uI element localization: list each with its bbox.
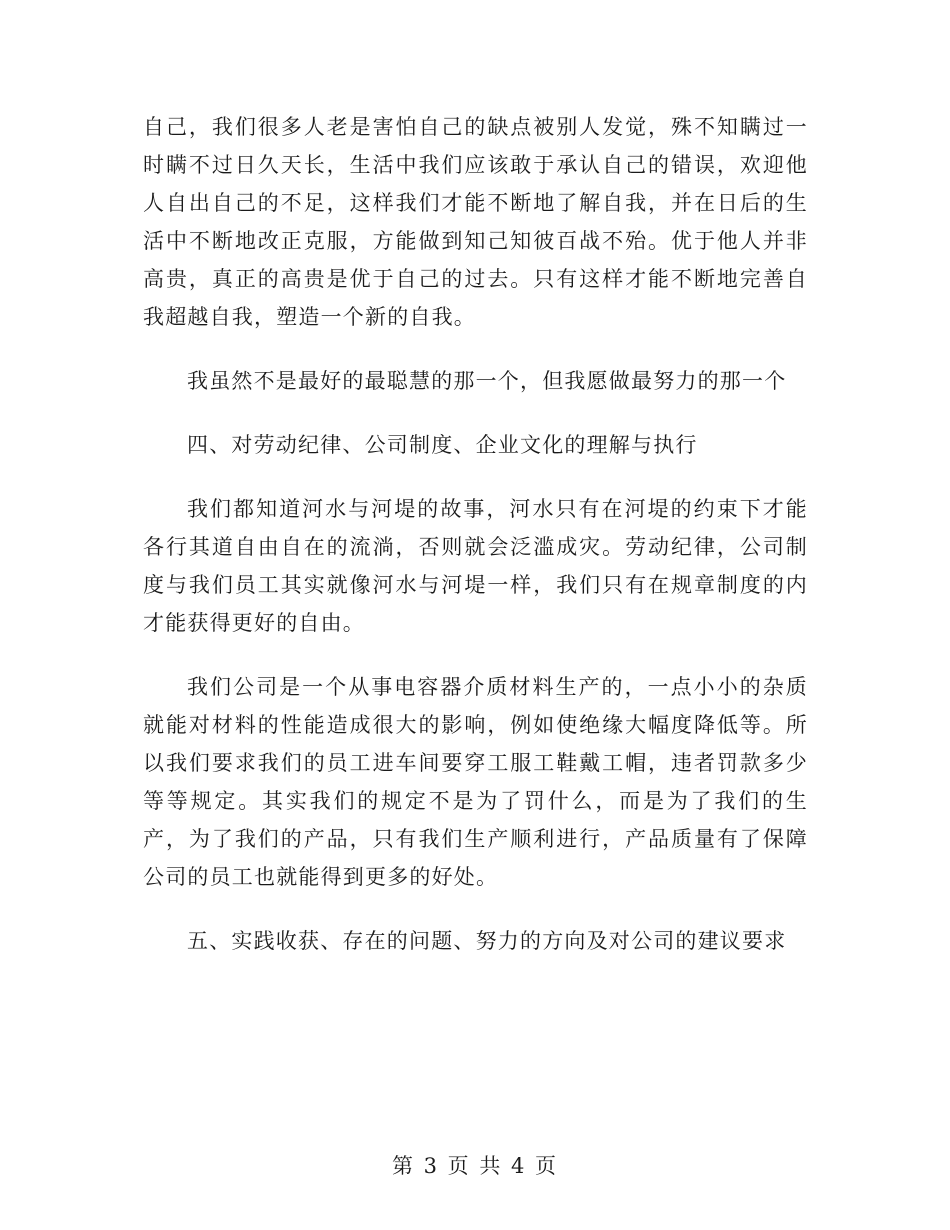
paragraph: 我们都知道河水与河堤的故事，河水只有在河堤的约束下才能各行其道自由自在的流淌，否则就会泛滥成灾。劳动纪律，公司制度与我们员工其实就像河水与河堤一样，我们只有在规章制度的内才能获得更好的自由。	[143, 497, 808, 635]
paragraph-gap	[143, 336, 808, 362]
paragraph-gap	[143, 464, 808, 490]
page-number-footer: 第 3 页 共 4 页	[391, 1154, 559, 1178]
paragraph: 我们公司是一个从事电容器介质材料生产的，一点小小的杂质就能对材料的性能造成很大的影响，例如使绝缘大幅度降低等。所以我们要求我们的员工进车间要穿工服工鞋戴工帽，违者罚款多少等等规定。其实我们的规定不是为了罚什么，而是为了我们的生产，为了我们的产品，只有我们生产顺利进行，产品质量有了保障公司的员工也就能得到更多的好处。	[143, 675, 808, 889]
section-heading-5: 五、实践收获、存在的问题、努力的方向及对公司的建议要求	[187, 929, 787, 953]
paragraph-gap	[143, 642, 808, 668]
paragraph: 我虽然不是最好的最聪慧的那一个，但我愿做最努力的那一个	[187, 369, 787, 393]
paragraph-continuation: 自己，我们很多人老是害怕自己的缺点被别人发觉，殊不知瞒过一时瞒不过日久天长，生活中我们应该敢于承认自己的错误，欢迎他人自出自己的不足，这样我们才能不断地了解自我，并在日后的生活中不断地改正克服，方能做到知己知彼百战不殆。优于他人并非高贵，真正的高贵是优于自己的过去。只有这样才能不断地完善自我超越自我，塑造一个新的自我。	[143, 115, 808, 329]
section-heading-4: 四、对劳动纪律、公司制度、企业文化的理解与执行	[187, 433, 698, 457]
document-body	[143, 108, 808, 960]
paragraph-gap	[143, 400, 808, 426]
paragraph-gap	[143, 896, 808, 922]
